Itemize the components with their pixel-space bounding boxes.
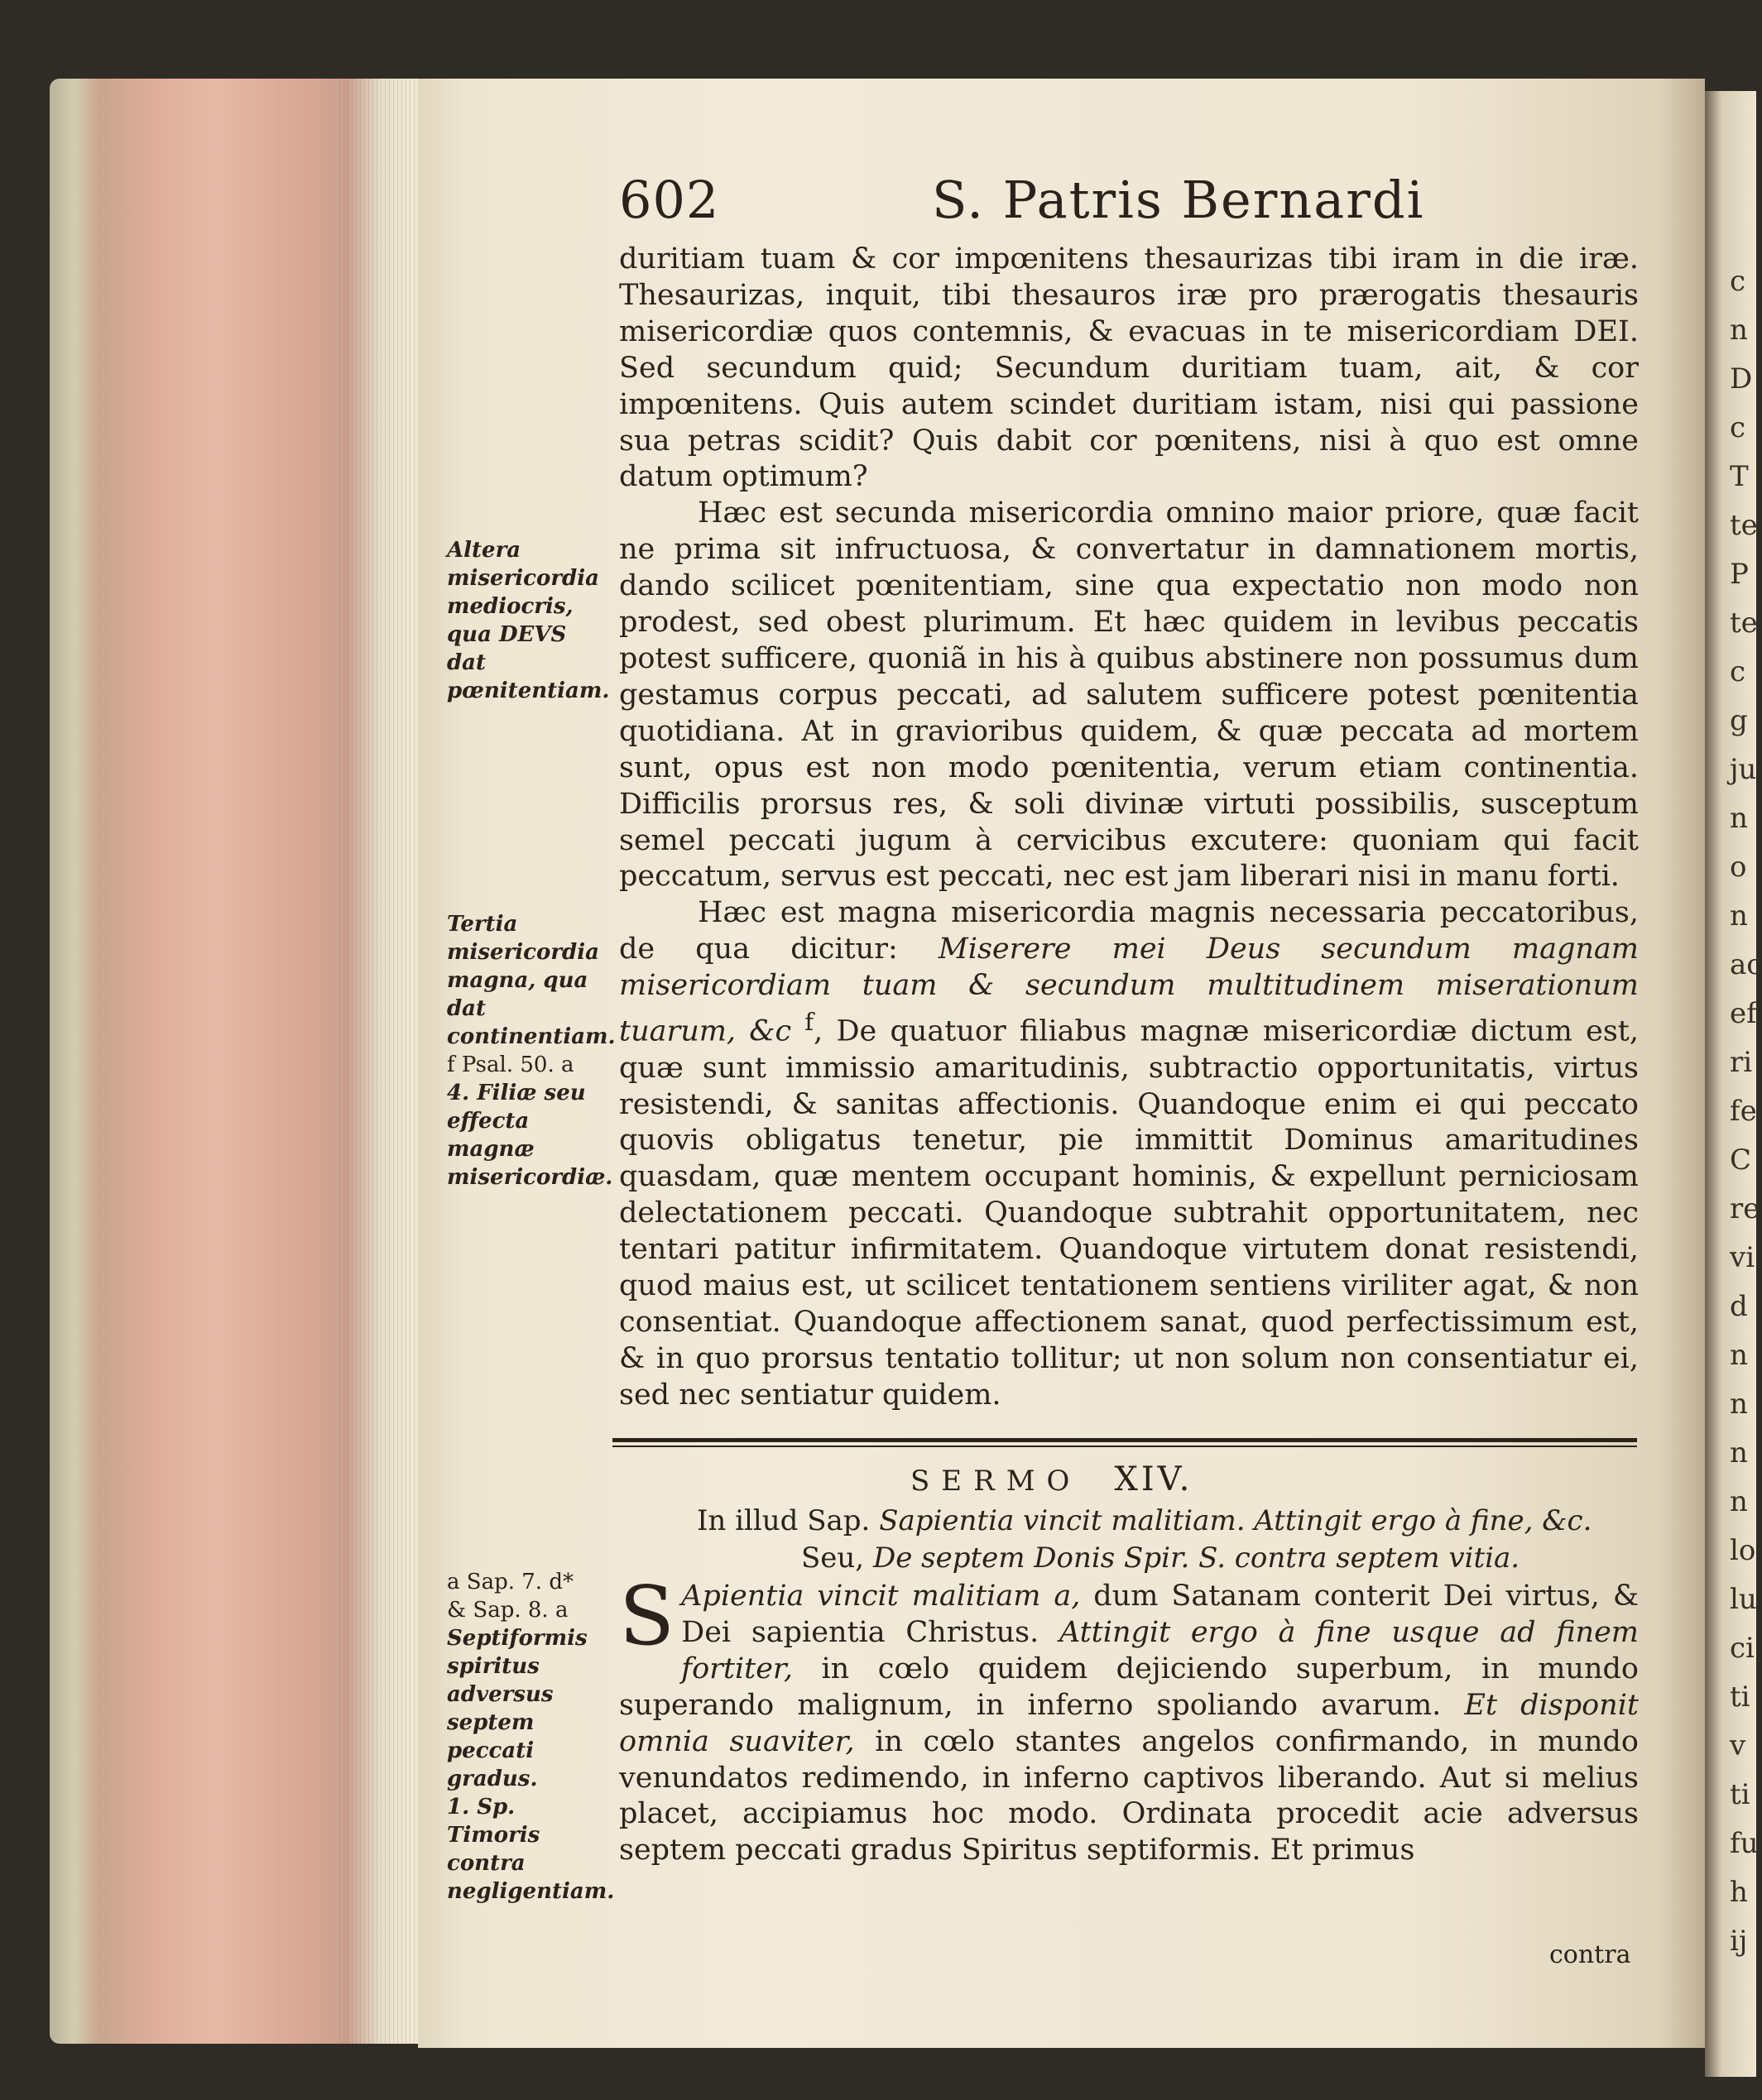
right-page-fragment: ac [1730, 948, 1762, 981]
right-page-fragment: n [1730, 1436, 1748, 1470]
right-page-fragment: fu [1730, 1827, 1759, 1860]
margin-note-tertia: Tertia misericordia magna, qua dat continentiam. f Psal. 50. a 4. Filiæ seu effecta magnæ misericordiæ. [447, 912, 616, 1190]
right-page-fragment: ri [1730, 1046, 1753, 1079]
right-page-fragment: re [1730, 1192, 1760, 1225]
right-page-fragment: lu [1730, 1583, 1757, 1616]
right-page-fragment: n [1730, 1339, 1748, 1372]
right-page-fragment: n [1730, 899, 1748, 933]
right-page-fragment: vi [1730, 1241, 1755, 1274]
paragraph-1: duritiam tuam & cor impœnitens thesaurizas tibi iram in die iræ. Thesaurizas, inquit, tibi thesauros iræ pro prærogatis thesauris misericordiæ quos contemnis, & evacuas in te misericordiam DEI. Sed secundum quid; Secundum duritiam tuam, ait, & cor impœnitens. Quis autem scindet duritiam istam, nisi qui passione sua petras scidit? Quis dabit cor pœnitens, nisi à quo est omne datum optimum? [619, 242, 1639, 494]
right-page-fragment: lo [1730, 1534, 1756, 1567]
sermo-number: XIV. [1114, 1460, 1193, 1498]
sermo-heading: SERMO XIV. [910, 1460, 1193, 1498]
psalm-quote: Miserere mei Deus secundum magnam misericordiam tuam & secundum multitudinem miserationum tuarum, &c [619, 933, 1639, 1048]
margin-note-altera: Altera misericordia mediocris, qua DEVS dat pœnitentiam. [447, 538, 610, 703]
right-page-fragment: te [1730, 607, 1758, 640]
paragraph-2: Hæc est secunda misericordia omnino maior priore, quæ facit ne prima sit infructuosa, & convertatur in damnationem mortis, dando scilicet pœnitentiam, sine qua expectatio non modo non prodest, sed obest plurimum. Et hæc quidem in levibus peccatis potest sufficere, quoniã in his à quibus abstinere non possumus dum gestamus corpus peccati, ad salutem sufficere potest pœnitentia quotidiana. At in gravioribus quidem, & quæ peccata ad mortem sunt, opus est non modo pœnitentia, verum etiam continentia. Difficilis prorsus res, & soli divinæ virtuti possibilis, susceptum semel peccati jugum à cervicibus excutere: quoniam qui facit peccatum, servus est peccati, nec est jam liberari nisi in manu forti. [619, 496, 1639, 894]
footnote-marker: f [804, 1008, 814, 1037]
section-divider [612, 1438, 1637, 1442]
catchword: contra [1549, 1940, 1631, 1969]
right-page-fragment: ju [1730, 753, 1757, 786]
main-text [619, 242, 1639, 1414]
paragraph-3: Hæc est magna misericordia magnis necessaria peccatoribus, de qua dicitur: Miserere mei Deus secundum magnam misericordiam tuam & secundum multitudinem miserationum tuarum, &c $^f$, De quatuor filiabus magnæ misericordiæ dictum est, quæ sunt immissio amaritudinis, subtractio opportunitatis, virtus resistendi, & sanitas affectionis. Quandoque enim ei qui peccato quovis obligatus tenetur, pie immittit Dominus amaritudines quasdam, quæ mentem occupant hominis, & expellunt perniciosam delectationem peccati. Quandoque subtrahit opportunitatem, nec tentari patitur infirmitatem. Quandoque virtutem donat resistendi, quod maius est, ut scilicet tentationem sentiens viriliter agat, & non consentiat. Quandoque affectionem sanat, quod perfectissimum est, & in quo prorsus tentatio tollitur; ut non solum non consentiatur ei, sed nec sentiatur quidem. [619, 896, 1639, 1412]
drop-cap: S [619, 1570, 675, 1664]
right-page-fragment: ij [1730, 1925, 1748, 1958]
right-page-fragment: ef [1730, 997, 1757, 1030]
margin-ref-sap7: a Sap. 7. d* [447, 1570, 574, 1594]
margin-note-septiformis: a Sap. 7. d* & Sap. 8. a Septiformis spiritus adversus septem peccati gradus. 1. Sp. Timoris contra negligentiam. [447, 1570, 615, 1904]
right-page-fragment: P [1730, 558, 1749, 591]
right-page-edge [1705, 91, 1762, 2077]
margin-ref-sap8: & Sap. 8. a [447, 1598, 569, 1623]
margin-ref-psalm: f Psal. 50. a [447, 1052, 574, 1077]
right-page-fragment: te [1730, 509, 1758, 542]
running-title: S. Patris Bernardi [932, 170, 1425, 230]
right-page-fragment: c [1730, 265, 1746, 298]
right-page-fragment: ti [1730, 1778, 1750, 1811]
right-page-fragment: n [1730, 802, 1748, 835]
right-page-fragment: c [1730, 411, 1746, 444]
right-page-fragment: v [1730, 1729, 1746, 1762]
right-page-fragment: n [1730, 314, 1748, 347]
right-page-fragment: h [1730, 1876, 1748, 1909]
right-page-fragment: C [1730, 1143, 1752, 1177]
sermo-subtitle-2: Seu, De septem Donis Spir. S. contra septem vitia. [801, 1541, 1520, 1575]
right-page-fragment: D [1730, 362, 1753, 396]
right-page-fragment: ci [1730, 1632, 1755, 1665]
right-page-fragment: n [1730, 1485, 1748, 1518]
book-page-edges [50, 79, 430, 2044]
right-page-fragment: d [1730, 1290, 1748, 1323]
right-page-fragment: ti [1730, 1680, 1750, 1714]
right-page-fragment: fe [1730, 1095, 1757, 1128]
right-page-fragment: c [1730, 655, 1746, 688]
right-page-fragment: o [1730, 851, 1747, 884]
page-number: 602 [619, 170, 720, 230]
right-page-fragment: T [1730, 460, 1749, 493]
page-header [619, 170, 1637, 236]
right-page-fragment: n [1730, 1388, 1748, 1421]
right-page-fragment: g [1730, 704, 1748, 737]
sermo-text: S Apientia vincit malitiam a, dum Satanam conterit Dei virtus, & Dei sapientia Christus. Attingit ergo à fine usque ad finem fortiter, in cœlo quidem dejiciendo superbum, in mundo superando malignum, in inferno spoliando avarum. Et disponit omnia suaviter, in cœlo stantes angelos confirmando, in mundo venundatos redimendo, in inferno captivos liberando. Aut si melius placet, accipiamus hoc modo. Ordinata procedit acie adversus septem peccati gradus Spiritus septiformis. Et primus [619, 1570, 1639, 1867]
sermo-subtitle-1: In illud Sap. Sapientia vincit malitiam. Attingit ergo à fine, &c. [697, 1504, 1592, 1537]
